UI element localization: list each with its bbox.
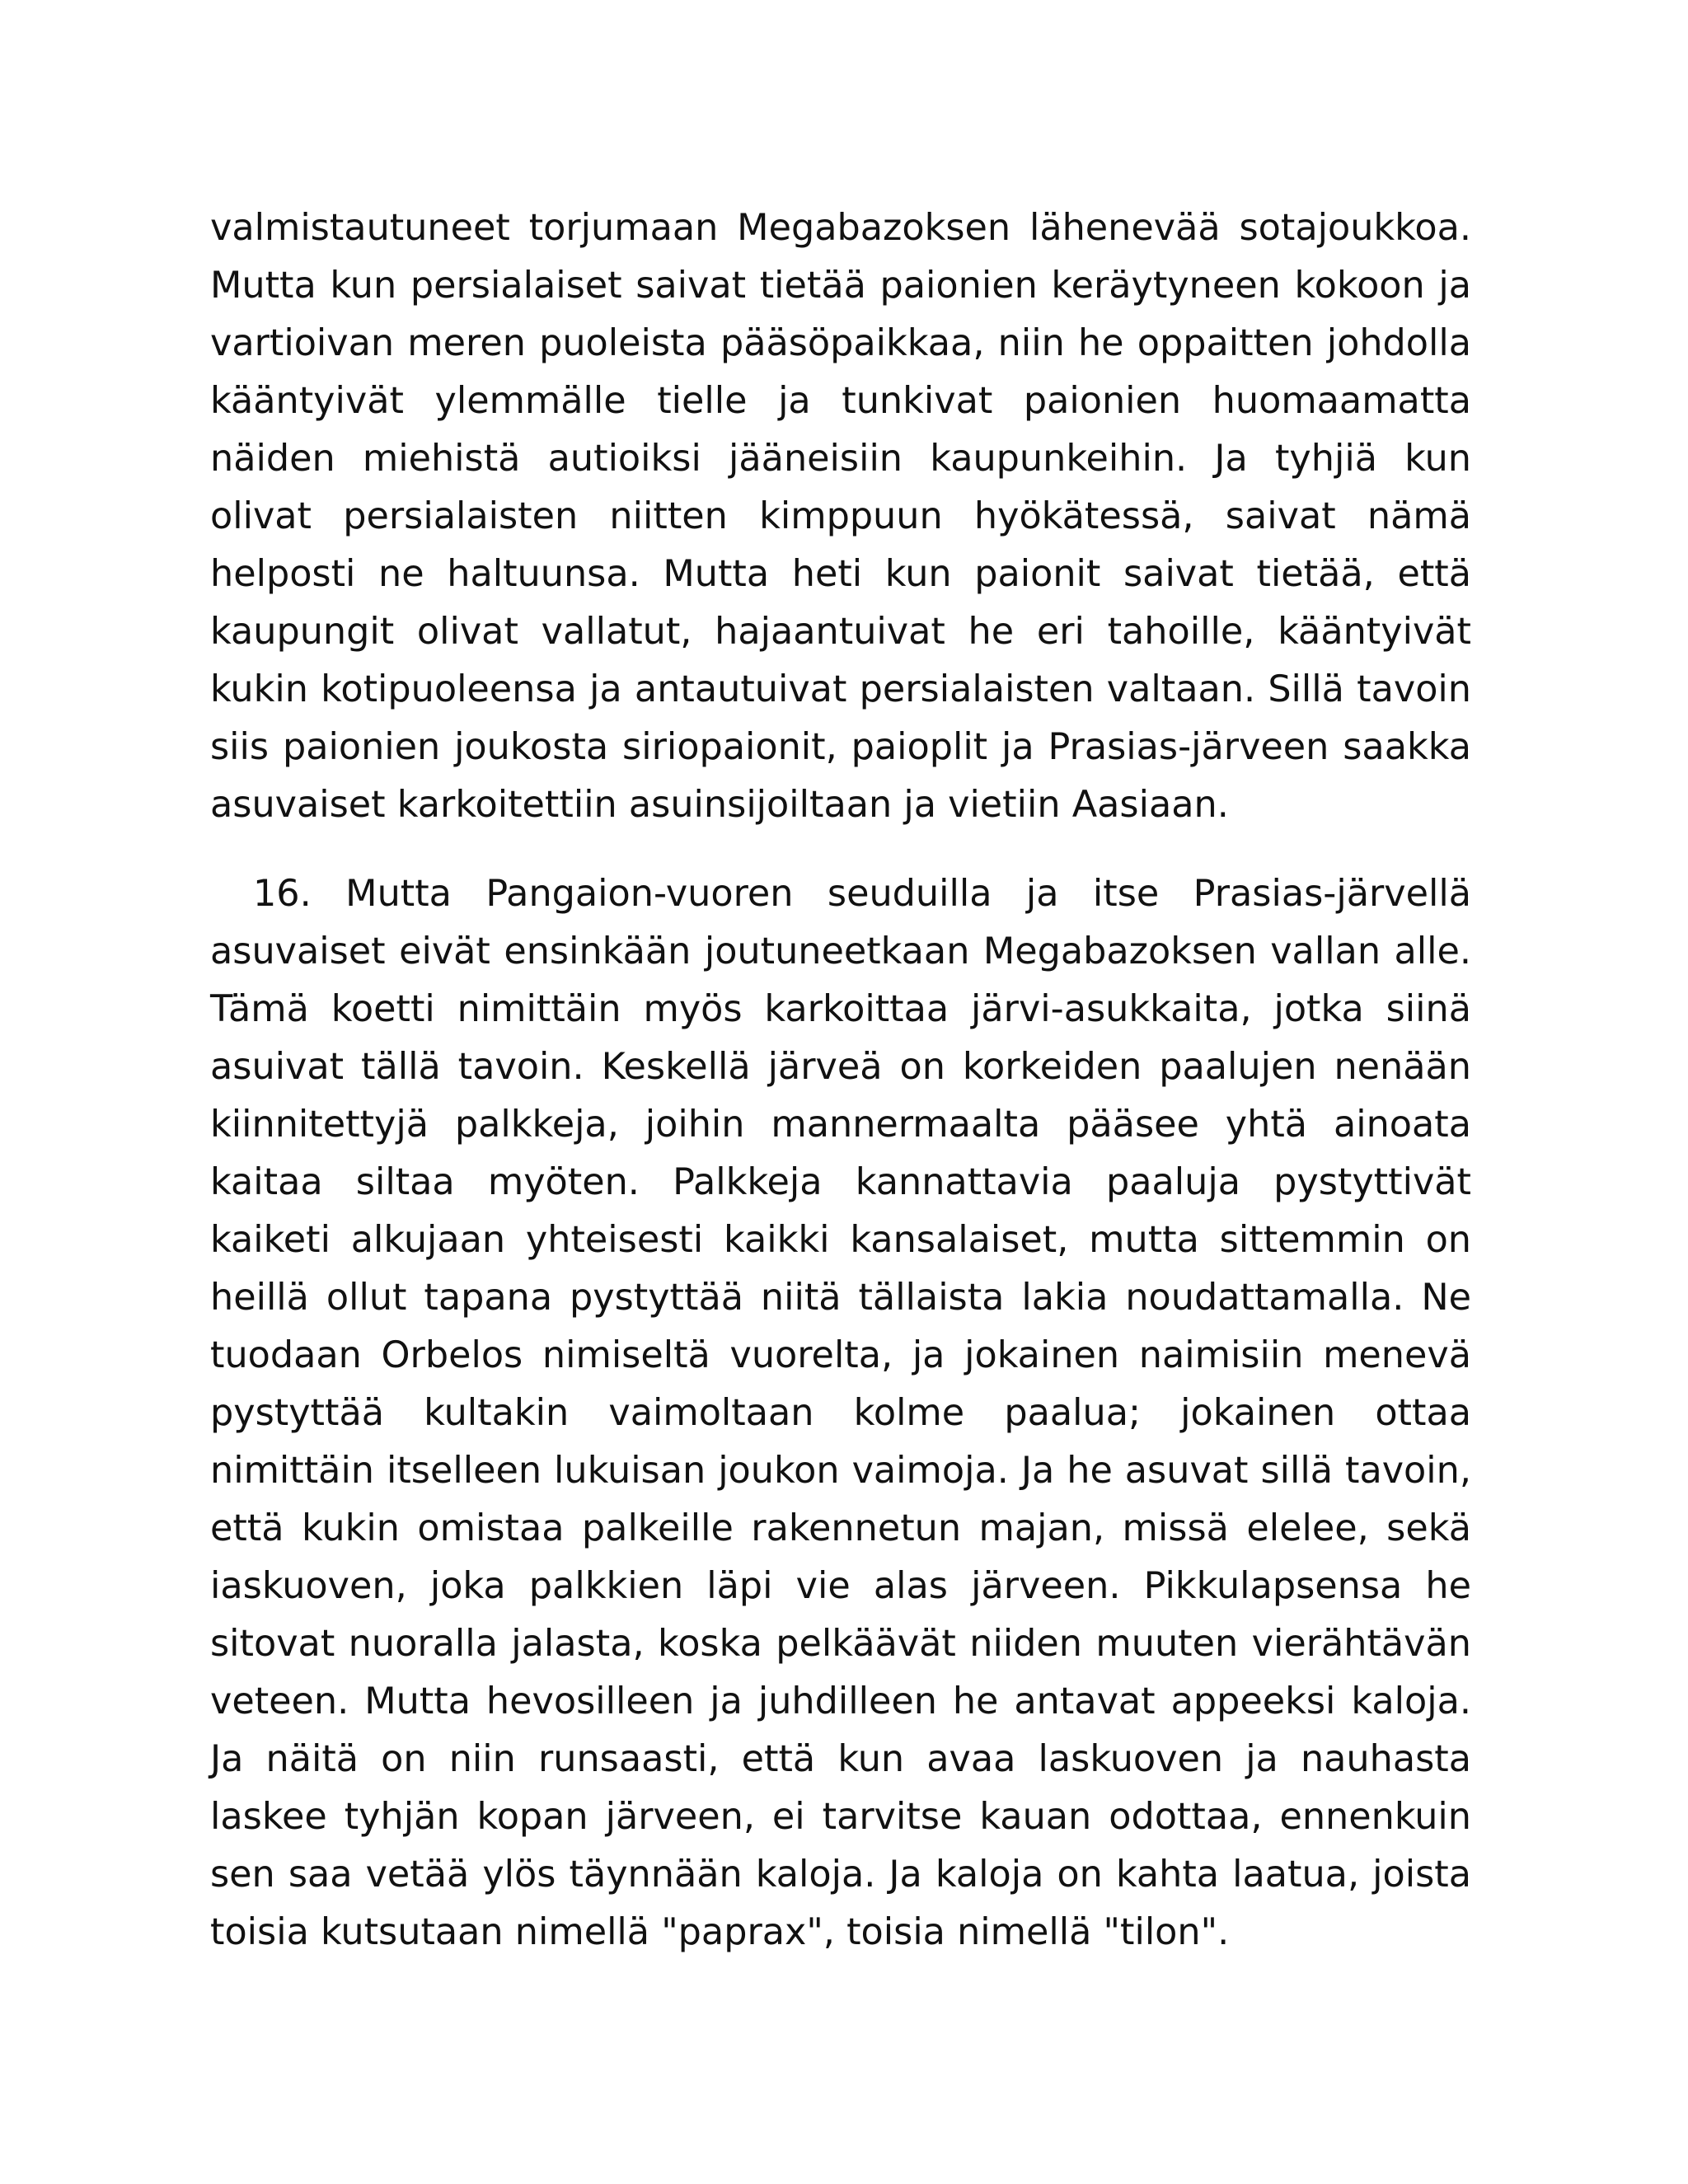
paragraph-section-16: 16. Mutta Pangaion-vuoren seuduilla ja itse Prasias-järvellä asuvaiset eivät ensinkään joutuneetkaan Megabazoksen vallan alle. Tämä koetti nimittäin myös karkoittaa järvi-asukkaita, jotka siinä asuivat tällä tavoin. Keskellä järveä on korkeiden paalujen nenään kiinnitettyjä palkkeja, joihin mannermaalta pääsee yhtä ainoata kaitaa siltaa myöten. Palkkeja kannattavia paaluja pystyttivät kaiketi alkujaan yhteisesti kaikki kansalaiset, mutta sittemmin on heillä ollut tapana pystyttää niitä tällaista lakia noudattamalla. Ne tuodaan Orbelos nimiseltä vuorelta, ja jokainen naimisiin menevä pystyttää kultakin vaimoltaan kolme paalua; jokainen ottaa nimittäin itselleen lukuisan joukon vaimoja. Ja he asuvat sillä tavoin, että kukin omistaa palkeille rakennetun majan, missä elelee, sekä iaskuoven, joka palkkien läpi vie alas järveen. Pikkulapsensa he sitovat nuoralla jalasta, koska pelkäävät niiden muuten vierähtävän veteen. Mutta hevosilleen ja juhdilleen he antavat appeeksi kaloja. Ja näitä on niin runsaasti, että kun avaa laskuoven ja nauhasta laskee tyhjän kopan järveen, ei tarvitse kauan odottaa, ennenkuin sen saa vetää ylös täynnään kaloja. Ja kaloja on kahta laatua, joista toisia kutsutaan nimellä "paprax", toisia nimellä "tilon". [210, 873, 1471, 1953]
document-page [210, 199, 1471, 1961]
paragraph-continuation: valmistautuneet torjumaan Megabazoksen lähenevää sotajoukkoa. Mutta kun persialaiset saivat tietää paionien keräytyneen kokoon ja vartioivan meren puoleista pääsöpaikkaa, niin he oppaitten johdolla kääntyivät ylemmälle tielle ja tunkivat paionien huomaamatta näiden miehistä autioiksi jääneisiin kaupunkeihin. Ja tyhjiä kun olivat persialaisten niitten kimppuun hyökätessä, saivat nämä helposti ne haltuunsa. Mutta heti kun paionit saivat tietää, että kaupungit olivat vallatut, hajaantuivat he eri tahoille, kääntyivät kukin kotipuoleensa ja antautuivat persialaisten valtaan. Sillä tavoin siis paionien joukosta siriopaionit, paioplit ja Prasias-järveen saakka asuvaiset karkoitettiin asuinsijoiltaan ja vietiin Aasiaan. [210, 207, 1471, 826]
